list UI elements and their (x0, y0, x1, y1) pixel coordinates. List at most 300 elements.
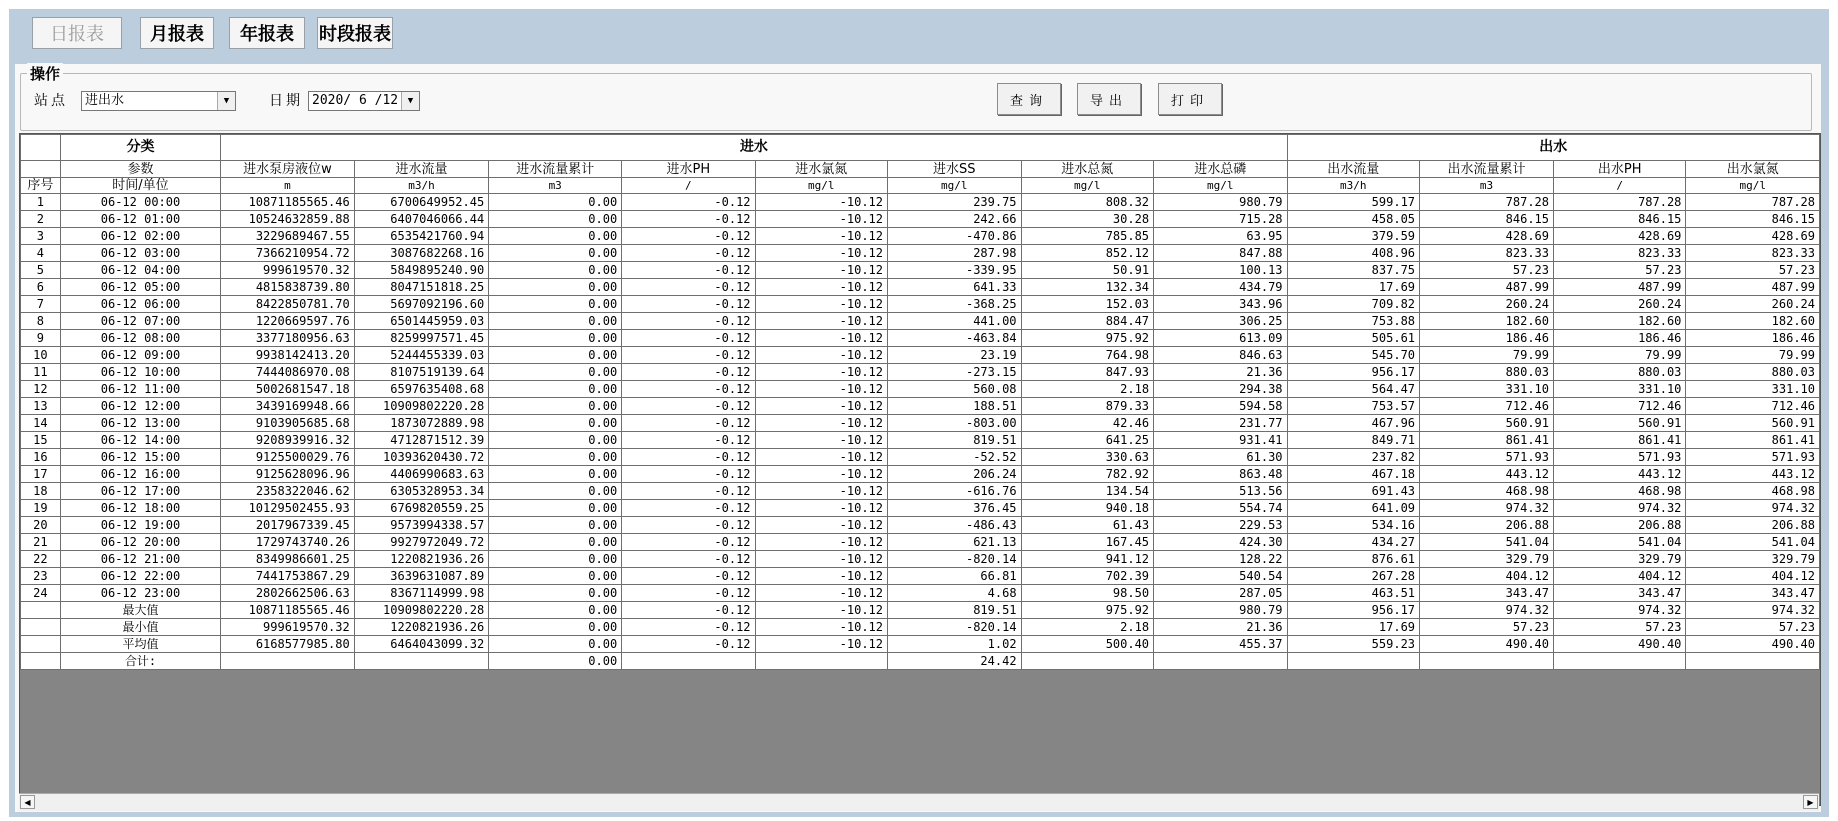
table-row (21, 245, 1820, 262)
tab-period-report[interactable]: 时段报表 (317, 17, 393, 49)
data-cell: 428.69 (1686, 228, 1820, 245)
data-cell: -0.12 (622, 262, 755, 279)
data-cell: 931.41 (1154, 432, 1287, 449)
data-cell: -10.12 (755, 449, 888, 466)
data-cell: 712.46 (1554, 398, 1686, 415)
data-cell: -52.52 (888, 449, 1022, 466)
data-cell: 287.98 (888, 245, 1022, 262)
summary-cell: 975.92 (1021, 602, 1154, 619)
data-cell: 571.93 (1420, 449, 1554, 466)
data-cell: 267.28 (1287, 568, 1420, 585)
scroll-left-icon[interactable]: ◀ (20, 795, 35, 809)
print-button[interactable]: 打印 (1158, 83, 1222, 115)
data-cell: 0.00 (489, 228, 622, 245)
row-number: 7 (21, 296, 61, 313)
data-cell: -0.12 (622, 500, 755, 517)
data-cell: 329.79 (1420, 551, 1554, 568)
time-cell: 06-12 05:00 (60, 279, 221, 296)
data-cell: 4815838739.80 (221, 279, 354, 296)
data-cell: 0.00 (489, 364, 622, 381)
row-number: 19 (21, 500, 61, 517)
summary-cell (221, 653, 354, 670)
data-cell: -10.12 (755, 551, 888, 568)
data-cell: -0.12 (622, 194, 755, 211)
time-cell: 06-12 00:00 (60, 194, 221, 211)
column-header: 出水流量累计 (1420, 161, 1554, 178)
data-cell: 441.00 (888, 313, 1022, 330)
category-header: 分类 (60, 135, 221, 161)
data-cell: 10871185565.46 (221, 194, 354, 211)
horizontal-scrollbar[interactable] (19, 793, 1819, 811)
data-cell: 785.85 (1021, 228, 1154, 245)
row-number: 18 (21, 483, 61, 500)
data-cell: 186.46 (1554, 330, 1686, 347)
data-cell: 715.28 (1154, 211, 1287, 228)
data-cell: 571.93 (1686, 449, 1820, 466)
summary-cell: 490.40 (1686, 636, 1820, 653)
data-cell: -10.12 (755, 228, 888, 245)
data-cell: 837.75 (1287, 262, 1420, 279)
data-cell: 188.51 (888, 398, 1022, 415)
column-header: 出水PH (1554, 161, 1686, 178)
data-cell: 21.36 (1154, 364, 1287, 381)
data-cell: 8367114999.98 (354, 585, 488, 602)
data-cell: 50.91 (1021, 262, 1154, 279)
summary-row (21, 653, 1820, 670)
column-header: 进水总氮 (1021, 161, 1154, 178)
data-cell: 428.69 (1420, 228, 1554, 245)
date-picker[interactable] (308, 91, 420, 111)
table-row (21, 500, 1820, 517)
report-table (20, 134, 1820, 670)
summary-cell: 999619570.32 (221, 619, 354, 636)
row-number: 16 (21, 449, 61, 466)
table-row (21, 330, 1820, 347)
data-cell: 10129502455.93 (221, 500, 354, 517)
summary-cell: 974.32 (1554, 602, 1686, 619)
data-cell: 823.33 (1554, 245, 1686, 262)
table-row (21, 432, 1820, 449)
timeunit-header: 时间/单位 (60, 178, 221, 194)
summary-cell: 2.18 (1021, 619, 1154, 636)
data-cell: 0.00 (489, 347, 622, 364)
time-cell: 06-12 23:00 (60, 585, 221, 602)
chevron-down-icon[interactable]: ▼ (217, 92, 235, 110)
table-row (21, 568, 1820, 585)
table-row (21, 398, 1820, 415)
data-cell: 79.99 (1686, 347, 1820, 364)
time-cell: 06-12 21:00 (60, 551, 221, 568)
data-cell: -10.12 (755, 364, 888, 381)
summary-cell: 10909802220.28 (354, 602, 488, 619)
data-cell: 0.00 (489, 245, 622, 262)
data-cell: -10.12 (755, 534, 888, 551)
data-cell: 541.04 (1554, 534, 1686, 551)
data-cell: 541.04 (1686, 534, 1820, 551)
data-cell: 712.46 (1420, 398, 1554, 415)
data-cell: -820.14 (888, 551, 1022, 568)
data-cell: 9125500029.76 (221, 449, 354, 466)
data-cell: 306.25 (1154, 313, 1287, 330)
data-cell: -10.12 (755, 585, 888, 602)
summary-cell (622, 653, 755, 670)
data-cell: 861.41 (1554, 432, 1686, 449)
data-cell: 787.28 (1686, 194, 1820, 211)
table-row (21, 313, 1820, 330)
data-cell: 846.15 (1686, 211, 1820, 228)
data-cell: 880.03 (1686, 364, 1820, 381)
data-cell: -0.12 (622, 466, 755, 483)
data-cell: 879.33 (1021, 398, 1154, 415)
data-cell: 846.15 (1554, 211, 1686, 228)
data-cell: 0.00 (489, 585, 622, 602)
station-select[interactable] (81, 91, 236, 111)
data-cell: 3439169948.66 (221, 398, 354, 415)
data-cell: -10.12 (755, 432, 888, 449)
row-number: 10 (21, 347, 61, 364)
data-cell: 513.56 (1154, 483, 1287, 500)
column-header: 进水流量累计 (489, 161, 622, 178)
corner-cell (21, 161, 61, 178)
data-cell: 0.00 (489, 500, 622, 517)
row-number (21, 602, 61, 619)
data-cell: 467.96 (1287, 415, 1420, 432)
tab-yearly-report[interactable]: 年报表 (229, 17, 305, 49)
data-cell: 79.99 (1554, 347, 1686, 364)
data-cell: 823.33 (1420, 245, 1554, 262)
column-header: 进水氯氮 (755, 161, 888, 178)
table-row (21, 296, 1820, 313)
data-cell: 876.61 (1287, 551, 1420, 568)
data-cell: 764.98 (1021, 347, 1154, 364)
summary-row (21, 619, 1820, 636)
data-cell: 186.46 (1420, 330, 1554, 347)
data-cell: 852.12 (1021, 245, 1154, 262)
data-cell: 98.50 (1021, 585, 1154, 602)
data-cell: 6305328953.34 (354, 483, 488, 500)
row-number: 9 (21, 330, 61, 347)
data-cell: -0.12 (622, 347, 755, 364)
export-button[interactable]: 导出 (1077, 83, 1141, 115)
unit-header: mg/l (755, 178, 888, 194)
data-cell: 468.98 (1686, 483, 1820, 500)
data-cell: 621.13 (888, 534, 1022, 551)
data-cell: -0.12 (622, 585, 755, 602)
summary-cell: 1220821936.26 (354, 619, 488, 636)
data-cell: 6535421760.94 (354, 228, 488, 245)
data-cell: -10.12 (755, 330, 888, 347)
data-cell: 239.75 (888, 194, 1022, 211)
date-label: 日期 (269, 93, 303, 109)
table-row (21, 534, 1820, 551)
data-cell: 571.93 (1554, 449, 1686, 466)
chevron-down-icon[interactable]: ▼ (401, 92, 419, 110)
data-cell: 404.12 (1686, 568, 1820, 585)
summary-label: 合计: (60, 653, 221, 670)
data-cell: 1220669597.76 (221, 313, 354, 330)
data-cell: -0.12 (622, 313, 755, 330)
table-row (21, 517, 1820, 534)
time-cell: 06-12 18:00 (60, 500, 221, 517)
time-cell: 06-12 04:00 (60, 262, 221, 279)
data-cell: -470.86 (888, 228, 1022, 245)
data-cell: 23.19 (888, 347, 1022, 364)
data-cell: -10.12 (755, 500, 888, 517)
data-cell: 861.41 (1686, 432, 1820, 449)
unit-header: mg/l (888, 178, 1022, 194)
data-cell: 443.12 (1554, 466, 1686, 483)
data-cell: 564.47 (1287, 381, 1420, 398)
data-cell: -339.95 (888, 262, 1022, 279)
data-cell: 10524632859.88 (221, 211, 354, 228)
row-number: 22 (21, 551, 61, 568)
summary-cell (1154, 653, 1287, 670)
query-button[interactable]: 查询 (997, 83, 1061, 115)
data-cell: 487.99 (1686, 279, 1820, 296)
unit-header: m (221, 178, 354, 194)
data-cell: 974.32 (1686, 500, 1820, 517)
data-cell: 5244455339.03 (354, 347, 488, 364)
data-cell: 847.88 (1154, 245, 1287, 262)
data-cell: -0.12 (622, 483, 755, 500)
operations-legend: 操作 (27, 63, 63, 84)
data-cell: 487.99 (1420, 279, 1554, 296)
summary-cell: 57.23 (1420, 619, 1554, 636)
data-cell: 641.33 (888, 279, 1022, 296)
data-cell: 1729743740.26 (221, 534, 354, 551)
data-cell: -10.12 (755, 279, 888, 296)
data-cell: 128.22 (1154, 551, 1287, 568)
data-cell: 434.79 (1154, 279, 1287, 296)
data-cell: 7444086970.08 (221, 364, 354, 381)
time-cell: 06-12 15:00 (60, 449, 221, 466)
data-cell: 0.00 (489, 517, 622, 534)
time-cell: 06-12 08:00 (60, 330, 221, 347)
summary-cell (1021, 653, 1154, 670)
data-cell: 9573994338.57 (354, 517, 488, 534)
row-number: 20 (21, 517, 61, 534)
data-cell: 428.69 (1554, 228, 1686, 245)
time-cell: 06-12 11:00 (60, 381, 221, 398)
data-cell: 343.47 (1554, 585, 1686, 602)
unit-header: / (622, 178, 755, 194)
data-cell: 691.43 (1287, 483, 1420, 500)
data-cell: 61.30 (1154, 449, 1287, 466)
summary-cell: 0.00 (489, 602, 622, 619)
data-cell: -10.12 (755, 483, 888, 500)
station-label: 站点 (34, 93, 68, 109)
data-cell: 0.00 (489, 279, 622, 296)
data-cell: -0.12 (622, 228, 755, 245)
summary-cell: 24.42 (888, 653, 1022, 670)
summary-cell: 455.37 (1154, 636, 1287, 653)
data-cell: 8259997571.45 (354, 330, 488, 347)
row-number: 15 (21, 432, 61, 449)
data-cell: 974.32 (1554, 500, 1686, 517)
data-cell: -0.12 (622, 279, 755, 296)
summary-cell: 0.00 (489, 653, 622, 670)
scroll-right-icon[interactable]: ▶ (1803, 795, 1818, 809)
summary-cell: 980.79 (1154, 602, 1287, 619)
table-row (21, 466, 1820, 483)
data-cell: 6769820559.25 (354, 500, 488, 517)
data-cell: 8422850781.70 (221, 296, 354, 313)
data-cell: 808.32 (1021, 194, 1154, 211)
data-cell: 331.10 (1686, 381, 1820, 398)
data-cell: 7441753867.29 (221, 568, 354, 585)
summary-cell: 10871185565.46 (221, 602, 354, 619)
data-cell: 468.98 (1420, 483, 1554, 500)
data-cell: 560.08 (888, 381, 1022, 398)
data-cell: 17.69 (1287, 279, 1420, 296)
data-cell: 0.00 (489, 211, 622, 228)
data-cell: 343.47 (1686, 585, 1820, 602)
data-cell: -10.12 (755, 415, 888, 432)
data-cell: 5849895240.90 (354, 262, 488, 279)
data-cell: -368.25 (888, 296, 1022, 313)
summary-cell: -10.12 (755, 636, 888, 653)
data-cell: 3639631087.89 (354, 568, 488, 585)
data-cell: 9927972049.72 (354, 534, 488, 551)
data-cell: 541.04 (1420, 534, 1554, 551)
data-cell: 9103905685.68 (221, 415, 354, 432)
summary-cell: 956.17 (1287, 602, 1420, 619)
data-cell: 186.46 (1686, 330, 1820, 347)
summary-cell (1554, 653, 1686, 670)
data-cell: 404.12 (1420, 568, 1554, 585)
data-cell: -0.12 (622, 449, 755, 466)
data-cell: 458.05 (1287, 211, 1420, 228)
summary-cell: 6464043099.32 (354, 636, 488, 653)
summary-cell: 17.69 (1287, 619, 1420, 636)
summary-cell: -0.12 (622, 602, 755, 619)
data-cell: -0.12 (622, 245, 755, 262)
tab-monthly-report[interactable]: 月报表 (140, 17, 214, 49)
data-cell: 0.00 (489, 432, 622, 449)
summary-cell: 974.32 (1420, 602, 1554, 619)
data-cell: 787.28 (1420, 194, 1554, 211)
time-cell: 06-12 07:00 (60, 313, 221, 330)
row-number: 6 (21, 279, 61, 296)
data-cell: 560.91 (1686, 415, 1820, 432)
data-cell: -0.12 (622, 551, 755, 568)
data-cell: -0.12 (622, 364, 755, 381)
table-row (21, 279, 1820, 296)
data-cell: 463.51 (1287, 585, 1420, 602)
data-cell: 0.00 (489, 551, 622, 568)
summary-cell: -0.12 (622, 636, 755, 653)
data-cell: 443.12 (1686, 466, 1820, 483)
data-cell: 152.03 (1021, 296, 1154, 313)
data-cell: 0.00 (489, 534, 622, 551)
column-header: 进水流量 (354, 161, 488, 178)
data-cell: 9938142413.20 (221, 347, 354, 364)
row-number: 21 (21, 534, 61, 551)
summary-cell: 57.23 (1686, 619, 1820, 636)
data-cell: 294.38 (1154, 381, 1287, 398)
column-header: 进水SS (888, 161, 1022, 178)
data-cell: 57.23 (1420, 262, 1554, 279)
row-number: 17 (21, 466, 61, 483)
table-row (21, 483, 1820, 500)
data-cell: -10.12 (755, 398, 888, 415)
data-cell: -0.12 (622, 568, 755, 585)
data-cell: 487.99 (1554, 279, 1686, 296)
corner-cell (21, 135, 61, 161)
row-number (21, 653, 61, 670)
data-cell: 560.91 (1554, 415, 1686, 432)
data-cell: 206.88 (1554, 517, 1686, 534)
time-cell: 06-12 13:00 (60, 415, 221, 432)
summary-cell: 0.00 (489, 619, 622, 636)
summary-cell: 1.02 (888, 636, 1022, 653)
row-number: 8 (21, 313, 61, 330)
data-cell: 408.96 (1287, 245, 1420, 262)
summary-cell: 57.23 (1554, 619, 1686, 636)
data-cell: 434.27 (1287, 534, 1420, 551)
time-cell: 06-12 14:00 (60, 432, 221, 449)
data-cell: 3377180956.63 (221, 330, 354, 347)
data-cell: 10909802220.28 (354, 398, 488, 415)
tab-daily-report[interactable]: 日报表 (32, 17, 122, 49)
data-cell: 231.77 (1154, 415, 1287, 432)
unit-header: m3 (489, 178, 622, 194)
row-number: 1 (21, 194, 61, 211)
column-header: 进水泵房液位w (221, 161, 354, 178)
data-cell: 941.12 (1021, 551, 1154, 568)
data-cell: 4406990683.63 (354, 466, 488, 483)
data-cell: -10.12 (755, 466, 888, 483)
data-cell: 7366210954.72 (221, 245, 354, 262)
time-cell: 06-12 09:00 (60, 347, 221, 364)
data-cell: 0.00 (489, 330, 622, 347)
data-cell: 560.91 (1420, 415, 1554, 432)
data-cell: 6597635408.68 (354, 381, 488, 398)
summary-cell: -10.12 (755, 619, 888, 636)
summary-cell (755, 653, 888, 670)
row-number: 23 (21, 568, 61, 585)
data-cell: -10.12 (755, 262, 888, 279)
row-number: 12 (21, 381, 61, 398)
summary-cell: 21.36 (1154, 619, 1287, 636)
summary-cell: 500.40 (1021, 636, 1154, 653)
data-cell: 0.00 (489, 568, 622, 585)
group-header-inflow: 进水 (221, 135, 1287, 161)
table-row (21, 211, 1820, 228)
time-cell: 06-12 03:00 (60, 245, 221, 262)
data-cell: 8349986601.25 (221, 551, 354, 568)
data-cell: 167.45 (1021, 534, 1154, 551)
table-row (21, 262, 1820, 279)
data-cell: 709.82 (1287, 296, 1420, 313)
summary-label: 平均值 (60, 636, 221, 653)
summary-cell: 490.40 (1420, 636, 1554, 653)
data-cell: -10.12 (755, 313, 888, 330)
row-number: 13 (21, 398, 61, 415)
param-header: 参数 (60, 161, 221, 178)
table-row (21, 347, 1820, 364)
data-cell: 0.00 (489, 262, 622, 279)
data-cell: -10.12 (755, 194, 888, 211)
data-cell: 229.53 (1154, 517, 1287, 534)
row-number: 4 (21, 245, 61, 262)
column-header: 出水流量 (1287, 161, 1420, 178)
data-cell: 10393620430.72 (354, 449, 488, 466)
data-cell: 0.00 (489, 194, 622, 211)
data-cell: 182.60 (1554, 313, 1686, 330)
data-cell: 376.45 (888, 500, 1022, 517)
data-cell: 613.09 (1154, 330, 1287, 347)
